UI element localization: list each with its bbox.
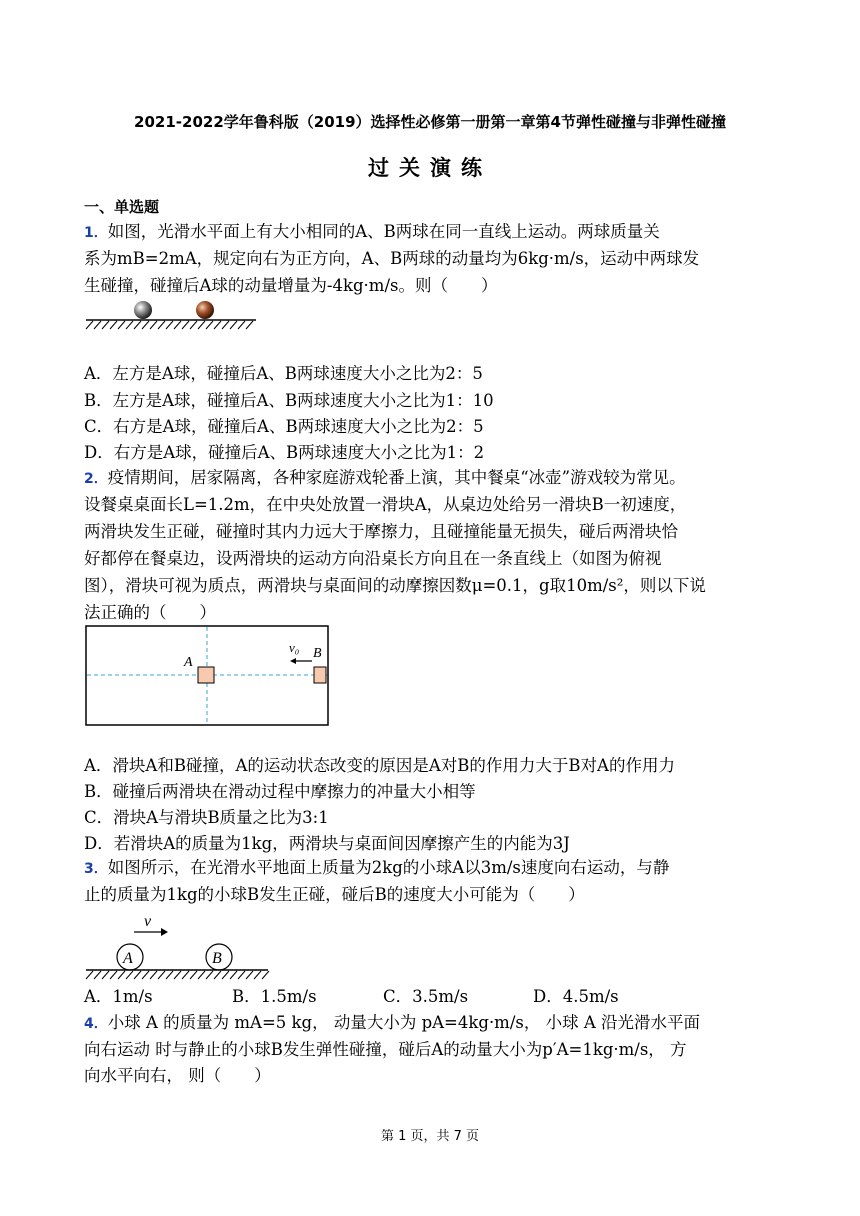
q1-line-3: 生碰撞，碰撞后A球的动量增量为-4kg·m/s。则（ ） <box>84 276 498 295</box>
q1-option-c: C．右方是A球，碰撞后A、B两球速度大小之比为2：5 <box>84 417 484 436</box>
label-v: v <box>144 913 152 930</box>
q1-figure <box>84 297 264 335</box>
q3-line-2: 止的质量为1kg的小球B发生正碰，碰后B的速度大小可能为（ ） <box>84 885 585 904</box>
q1-line-2: 系为mB=2mA，规定向右为正方向，A、B两球的动量均为6kg·m/s，运动中两球发 <box>84 249 700 268</box>
q2-line-1: 2．疫情期间，居家隔离，各种家庭游戏轮番上演，其中餐桌“冰壶”游戏较为常见。 <box>84 468 686 487</box>
q4-number: 4． <box>84 1016 108 1032</box>
q1-line-1: 1．如图，光滑水平面上有大小相同的A、B两球在同一直线上运动。两球质量关 <box>84 222 660 241</box>
page-footer: 第 1 页，共 7 页 <box>380 1129 480 1144</box>
q1-number: 1． <box>84 225 108 241</box>
q3-option-a: A．1m/s <box>84 987 153 1006</box>
q3-line-1: 3．如图所示，在光滑水平地面上质量为2kg的小球A以3m/s速度向右运动，与静 <box>84 858 670 877</box>
section-heading: 一、单选题 <box>84 198 160 216</box>
q4-line-1: 4．小球 A 的质量为 mA=5 kg， 动量大小为 pA=4kg·m/s， 小球 A 沿光滑水平面 <box>84 1013 701 1032</box>
document-subtitle: 过关演练 <box>368 156 492 180</box>
q4-line-2: 向右运动 时与静止的小球B发生弹性碰撞，碰后A的动量大小为p′A=1kg·m/s， 方 <box>84 1040 687 1059</box>
block-b <box>314 667 326 683</box>
q3-number: 3． <box>84 861 108 877</box>
q2-line-4: 好都停在餐桌边，设两滑块的运动方向沿桌长方向且在一条直线上（如图为俯视 <box>84 549 662 568</box>
q1-option-a: A．左方是A球，碰撞后A、B两球速度大小之比为2：5 <box>84 364 483 383</box>
q2-option-c: C．滑块A与滑块B质量之比为3:1 <box>84 808 329 827</box>
q2-line-3: 两滑块发生正碰，碰撞时其内力远大于摩擦力，且碰撞能量无损失，碰后两滑块恰 <box>84 522 678 541</box>
label-ball-b: B <box>212 950 222 967</box>
ball-right <box>196 301 214 319</box>
label-a: A <box>184 655 193 670</box>
label-ball-a: A <box>123 950 133 967</box>
q2-line-2: 设餐桌桌面长L=1.2m，在中央处放置一滑块A，从桌边处给另一滑块B一初速度， <box>84 495 687 514</box>
q2-option-b: B．碰撞后两滑块在滑动过程中摩擦力的冲量大小相等 <box>84 782 476 801</box>
q3-option-c: C．3.5m/s <box>383 987 469 1006</box>
q1-option-d: D．右方是A球，碰撞后A、B两球速度大小之比为1：2 <box>84 443 485 462</box>
q2-line-5: 图），滑块可视为质点，两滑块与桌面间的动摩擦因数μ=0.1，g取10m/s²，则以下说 <box>84 576 706 595</box>
q3-option-d: D．4.5m/s <box>533 987 619 1006</box>
q2-figure <box>84 624 334 728</box>
q2-line-6: 法正确的（ ） <box>84 603 216 622</box>
q4-line-3: 向水平向右， 则（ ） <box>84 1066 271 1085</box>
q2-number: 2． <box>84 471 108 487</box>
ball-left <box>134 301 152 319</box>
q3-option-b: B．1.5m/s <box>232 987 317 1006</box>
label-b: B <box>313 646 322 661</box>
block-a <box>198 667 214 683</box>
document-title: 2021-2022学年鲁科版（2019）选择性必修第一册第一章第4节弹性碰撞与非弹性碰撞 <box>134 113 726 131</box>
label-v0: v₀ <box>289 640 300 655</box>
q2-option-a: A．滑块A和B碰撞，A的运动状态改变的原因是A对B的作用力大于B对A的作用力 <box>84 756 675 775</box>
q3-figure <box>84 910 274 982</box>
q2-option-d: D．若滑块A的质量为1kg，两滑块与桌面间因摩擦产生的内能为3J <box>84 834 570 853</box>
q1-option-b: B．左方是A球，碰撞后A、B两球速度大小之比为1：10 <box>84 391 494 410</box>
